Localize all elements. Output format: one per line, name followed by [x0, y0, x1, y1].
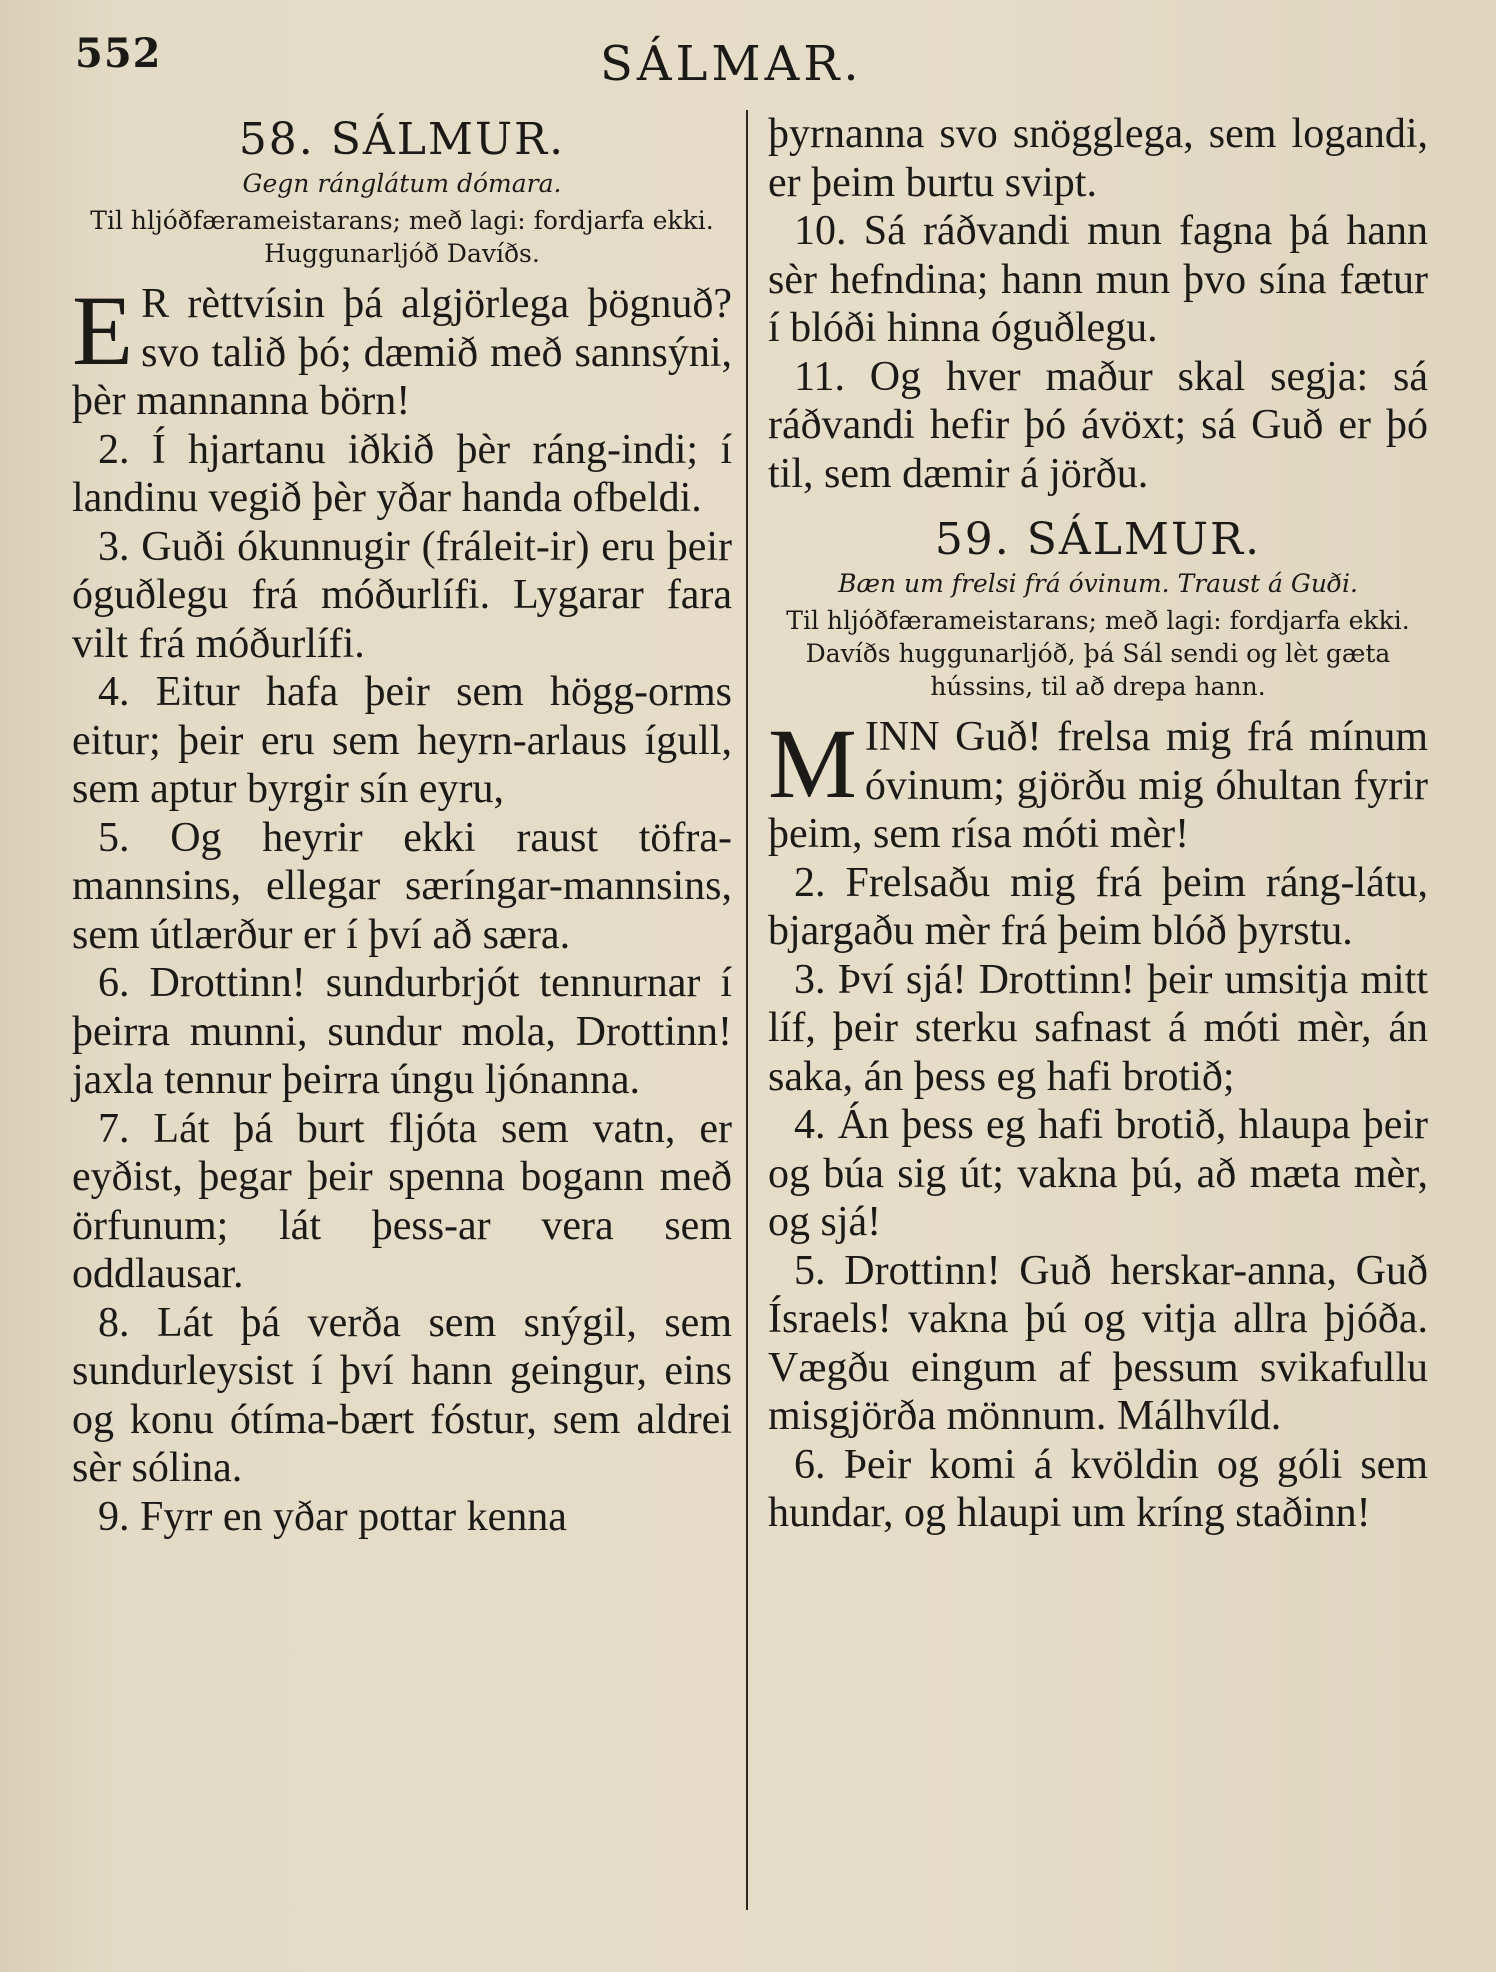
- running-title: SÁLMAR.: [600, 36, 863, 92]
- verse: 9. Fyrr en yðar pottar kenna: [98, 1493, 567, 1540]
- verse: 2. Í hjartanu iðkið þèr ráng-indi; í landinu vegið þèr yðar handa ofbeldi.: [72, 426, 732, 521]
- psalm-58-title: 58. SÁLMUR.: [238, 114, 566, 165]
- psalm-59-title: 59. SÁLMUR.: [934, 514, 1262, 565]
- psalm-58-superscription: Til hljóðfærameistarans; með lagi: fordjarfa ekki. Huggunarljóð Davíðs.: [90, 206, 714, 268]
- left-column: [72, 110, 732, 1541]
- verse-continuation: þyrnanna svo snögglega, sem logandi, er þeim burtu svipt.: [768, 111, 1428, 206]
- column-divider: [746, 110, 748, 1910]
- drop-cap: E: [72, 275, 134, 386]
- verse: 7. Lát þá burt fljóta sem vatn, er eyðist, þegar þeir spenna bogann með örfunum; lát þess-ar vera sem oddlausar.: [72, 1105, 732, 1297]
- verse: 4. Eitur hafa þeir sem högg-orms eitur; þeir eru sem heyrn-arlaus ígull, sem aptur byrgir sín eyru,: [72, 669, 732, 812]
- psalm-58-subtitle: Gegn ránglátum dómara.: [242, 169, 562, 198]
- verse-text: R rèttvísin þá algjörlega þögnuð? svo talið þó; dæmið með sannsýni, þèr mannanna börn!: [72, 281, 732, 424]
- verse: 2. Frelsaðu mig frá þeim ráng-látu, bjargaðu mèr frá þeim blóð þyrstu.: [768, 859, 1428, 954]
- psalm-58-verse-1: [72, 275, 732, 426]
- page-number: 552: [75, 30, 162, 77]
- verse: 5. Og heyrir ekki raust töfra-mannsins, ellegar særíngar-mannsins, sem útlærður er í því að særa.: [72, 814, 732, 958]
- verse: 6. Drottinn! sundurbrjót tennurnar í þeirra munni, sundur mola, Drottinn! jaxla tennur þeirra úngu ljónanna.: [72, 960, 732, 1103]
- verse: 11. Og hver maður skal segja: sá ráðvandi hefir þó ávöxt; sá Guð er þó til, sem dæmir á jörðu.: [768, 353, 1428, 497]
- verse: 10. Sá ráðvandi mun fagna þá hann sèr hefndina; hann mun þvo sína fætur í blóði hinna óguðlegu.: [768, 208, 1428, 351]
- verse: 8. Lát þá verða sem snýgil, sem sundurleysist í því hann geingur, eins og konu ótíma-bært fóstur, sem aldrei sèr sólina.: [72, 1299, 732, 1491]
- verse: 5. Drottinn! Guð herskar-anna, Guð Ísraels! vakna þú og vitja allra þjóða. Vægðu eingum af þessum svikafullu misgjörða mönnum. Málhvíld.: [768, 1247, 1428, 1439]
- verse: 3. Því sjá! Drottinn! þeir umsitja mitt líf, þeir sterku safnast á móti mèr, án saka, án þess eg hafi brotið;: [768, 956, 1428, 1100]
- psalm-59-subtitle: Bæn um frelsi frá óvinum. Traust á Guði.: [838, 569, 1358, 598]
- psalm-59-superscription: Til hljóðfærameistarans; með lagi: fordjarfa ekki. Davíðs huggunarljóð, þá Sál sendi og lèt gæta hússins, til að drepa hann.: [786, 606, 1410, 701]
- psalm-59-verse-1: [768, 708, 1428, 859]
- verse: 6. Þeir komi á kvöldin og góli sem hundar, og hlaupi um kríng staðinn!: [768, 1441, 1428, 1536]
- verse-text: INN Guð! frelsa mig frá mínum óvinum; gjörðu mig óhultan fyrir þeim, sem rísa móti mèr!: [768, 714, 1428, 857]
- verse: 3. Guði ókunnugir (fráleit-ir) eru þeir óguðlegu frá móðurlífi. Lygarar fara vilt frá móðurlífi.: [72, 523, 732, 667]
- drop-cap: M: [768, 708, 857, 819]
- right-column: [768, 110, 1428, 1538]
- verse: 4. Án þess eg hafi brotið, hlaupa þeir og búa sig út; vakna þú, að mæta mèr, og sjá!: [768, 1102, 1428, 1245]
